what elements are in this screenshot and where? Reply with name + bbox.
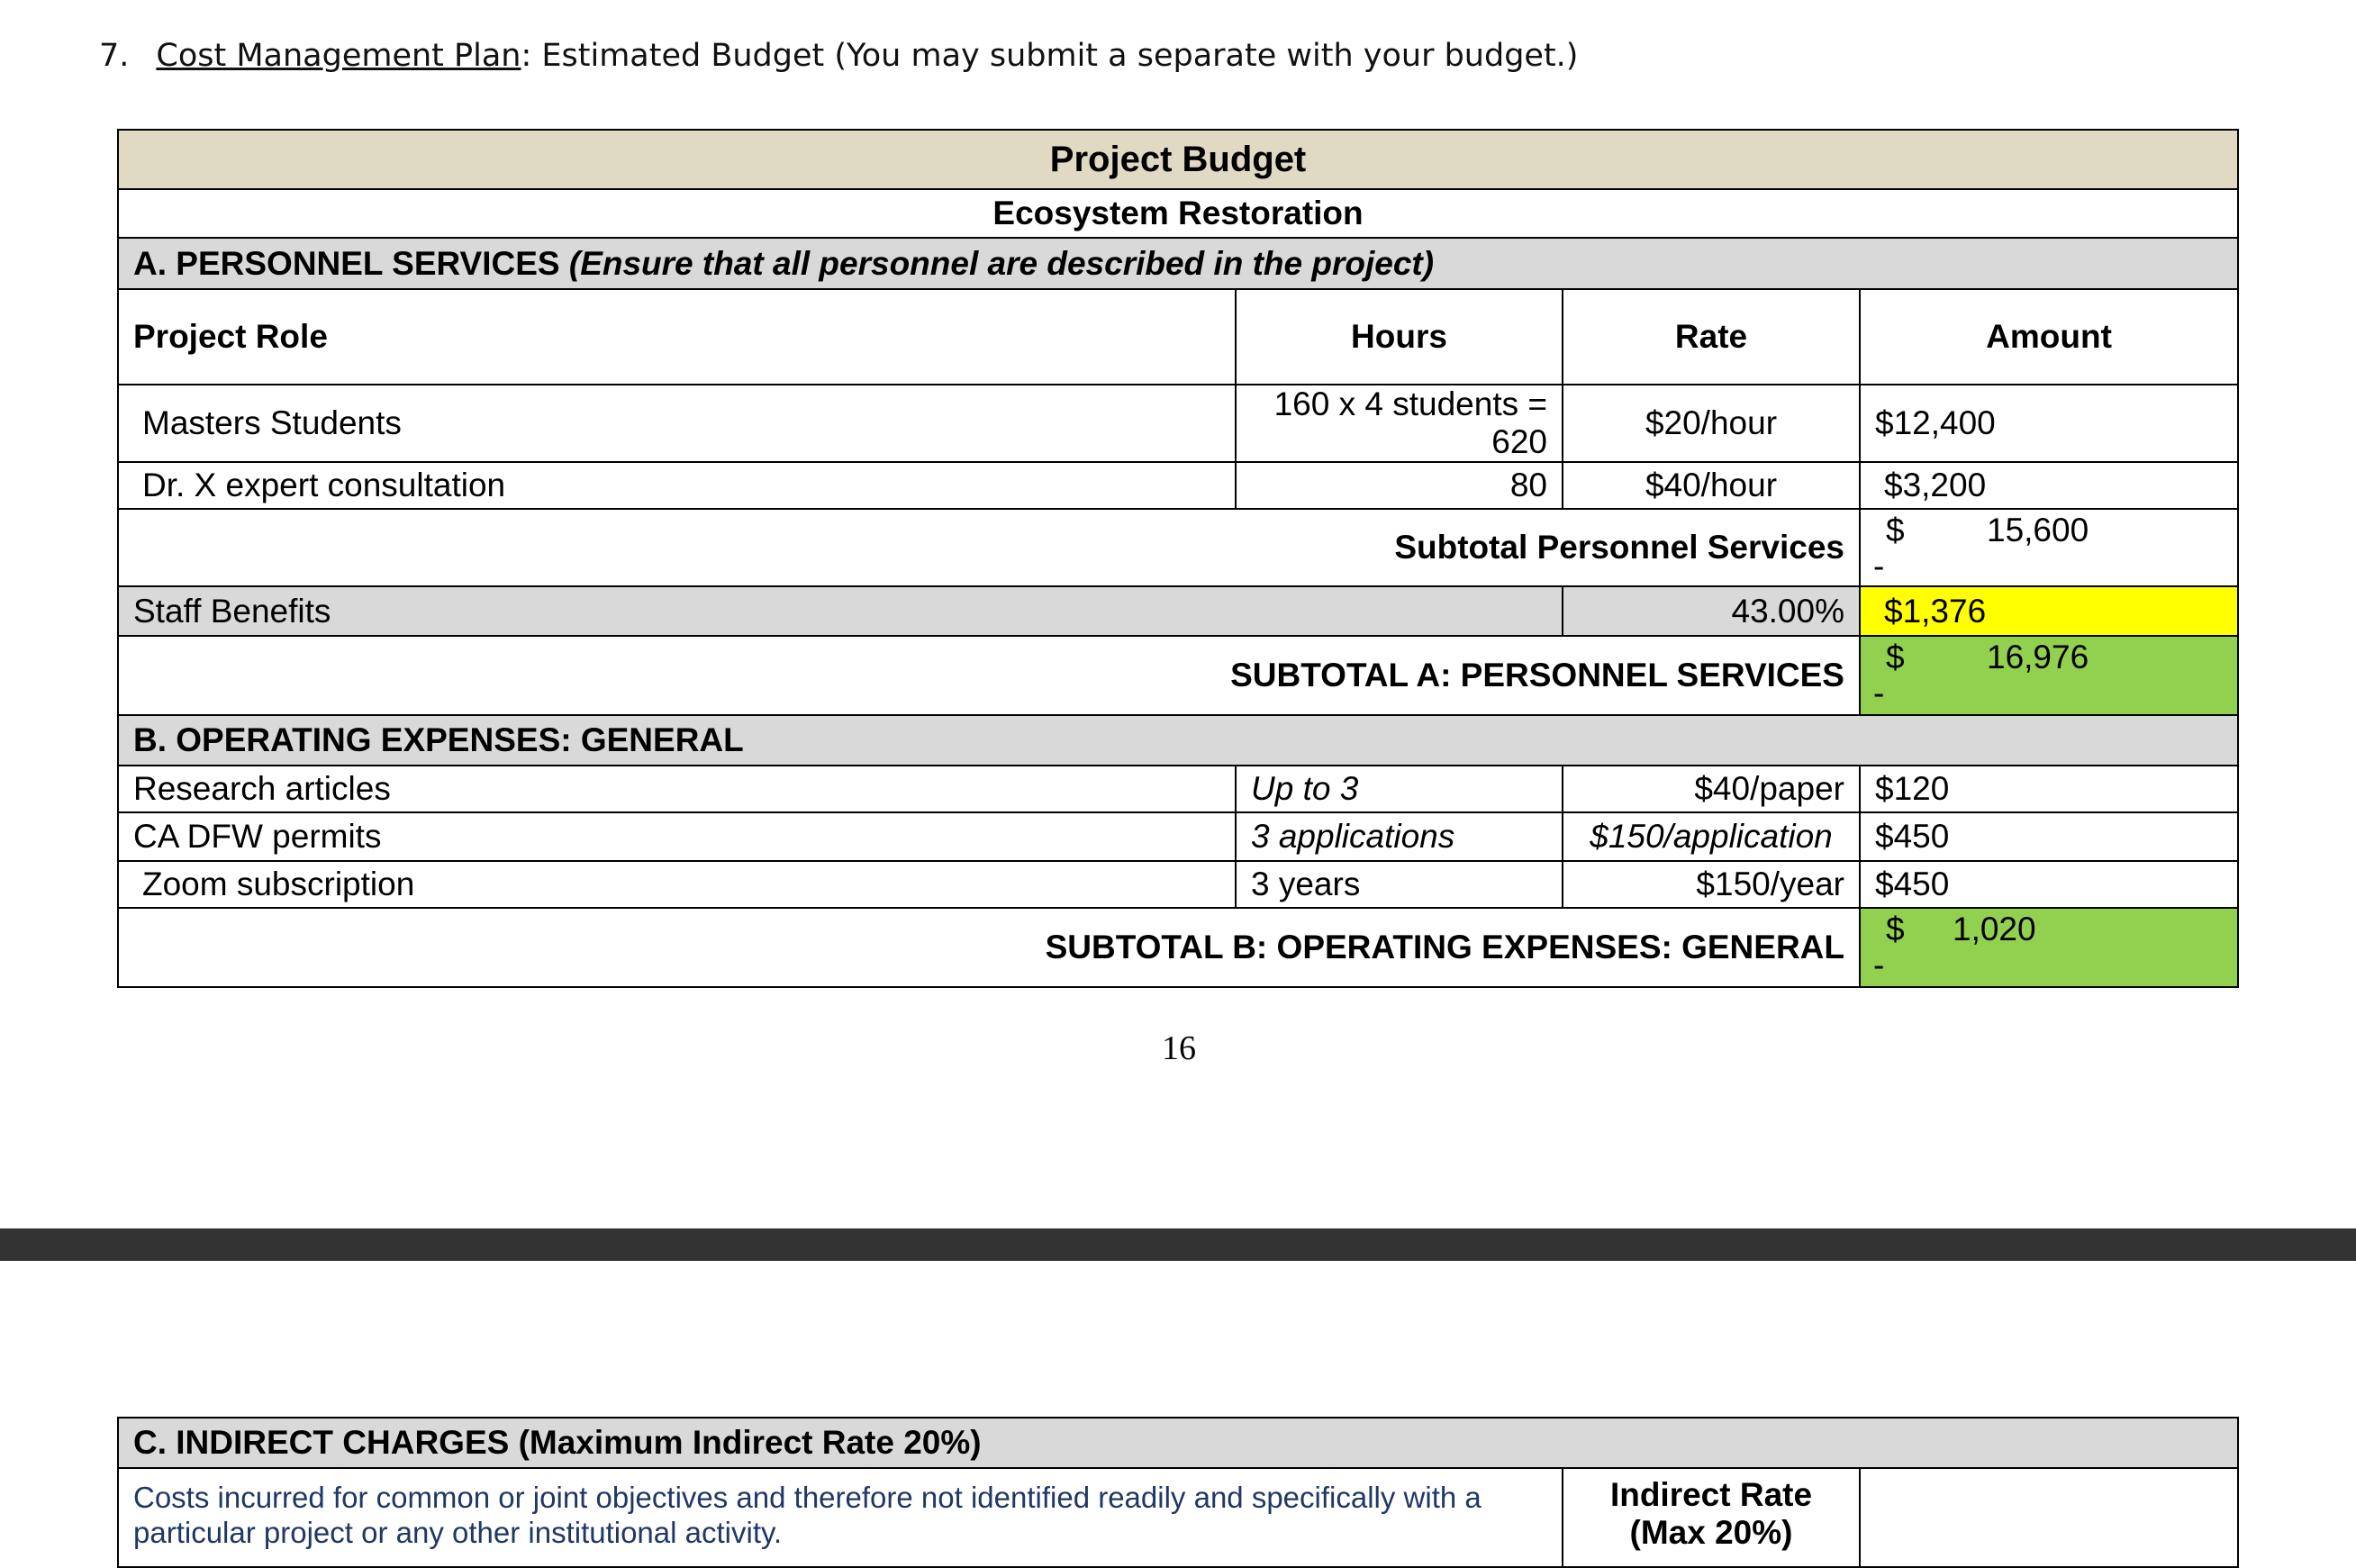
section-a-note: (Ensure that all personnel are described in the project) xyxy=(568,244,1435,282)
subtotal-b-label: SUBTOTAL B: OPERATING EXPENSES: GENERAL xyxy=(118,908,1860,987)
heading-link-text: Cost Management Plan xyxy=(156,38,521,74)
qty-cell: Up to 3 xyxy=(1236,766,1563,812)
staff-benefits-amount: $1,376 xyxy=(1860,586,2238,636)
subtotal-a-value: 16,976 xyxy=(1987,639,2089,675)
amount-cell: $450 xyxy=(1860,812,2238,861)
subtotal-b-amount xyxy=(1860,908,2238,987)
role-cell: Masters Students xyxy=(118,385,1236,462)
item-cell: Research articles xyxy=(118,766,1236,812)
indirect-charges-table xyxy=(117,1417,2239,1568)
heading-rest: : Estimated Budget (You may submit a separate with your budget.) xyxy=(521,38,1579,74)
staff-benefits-rate: 43.00% xyxy=(1563,586,1860,636)
section-b-header: B. OPERATING EXPENSES: GENERAL xyxy=(118,715,2238,766)
hours-line1: 160 x 4 students = xyxy=(1273,385,1547,422)
page-number: 16 xyxy=(1162,1029,1196,1067)
table-row xyxy=(118,766,2238,812)
dollar-sign: $ xyxy=(1886,911,1905,947)
indirect-amount-cell xyxy=(1860,1468,2238,1567)
dollar-sign: $ xyxy=(1886,639,1905,675)
section-a-label: A. PERSONNEL SERVICES xyxy=(133,244,569,282)
role-cell: Dr. X expert consultation xyxy=(118,462,1236,509)
qty-cell: 3 applications xyxy=(1236,812,1563,861)
qty-cell: 3 years xyxy=(1236,861,1563,908)
col-header-hours: Hours xyxy=(1236,289,1563,385)
hours-line2: 620 xyxy=(1491,423,1547,460)
staff-benefits-label: Staff Benefits xyxy=(118,586,1563,636)
section-c-header: C. INDIRECT CHARGES (Maximum Indirect Rate 20%) xyxy=(118,1418,2238,1468)
table-row xyxy=(118,385,2238,462)
hours-cell xyxy=(1236,385,1563,462)
rate-cell: $40/hour xyxy=(1563,462,1860,509)
heading-number: 7. xyxy=(99,38,130,74)
table-row xyxy=(118,861,2238,908)
project-budget-table xyxy=(117,129,2239,988)
rate-cell: $20/hour xyxy=(1563,385,1860,462)
indirect-description xyxy=(118,1468,1563,1567)
item-cell: Zoom subscription xyxy=(118,861,1236,908)
rate-cell: $150/application xyxy=(1563,812,1860,861)
indirect-description-line2: particular project or any other institutional activity. xyxy=(133,1516,783,1549)
subtotal-a-amount xyxy=(1860,636,2238,715)
col-header-role: Project Role xyxy=(118,289,1236,385)
col-header-amount: Amount xyxy=(1860,289,2238,385)
subtotal-personnel-value: 15,600 xyxy=(1987,512,2089,548)
section-heading xyxy=(99,38,1578,74)
indirect-rate-header-line2: (Max 20%) xyxy=(1629,1514,1793,1551)
section-a-header xyxy=(118,238,2238,289)
table-row xyxy=(118,462,2238,509)
subtotal-personnel-label: Subtotal Personnel Services xyxy=(118,509,1860,586)
amount-cell: $120 xyxy=(1860,766,2238,812)
dash-mark: - xyxy=(1873,548,1885,585)
col-header-rate: Rate xyxy=(1563,289,1860,385)
amount-cell: $450 xyxy=(1860,861,2238,908)
subtotal-personnel-amount xyxy=(1860,509,2238,586)
hours-cell: 80 xyxy=(1236,462,1563,509)
indirect-rate-header xyxy=(1563,1468,1860,1567)
rate-cell: $150/year xyxy=(1563,861,1860,908)
rate-cell: $40/paper xyxy=(1563,766,1860,812)
budget-title: Project Budget xyxy=(118,130,2238,189)
table-row xyxy=(118,812,2238,861)
item-cell: CA DFW permits xyxy=(118,812,1236,861)
amount-cell: $12,400 xyxy=(1860,385,2238,462)
subtotal-b-value: 1,020 xyxy=(1953,911,2036,947)
subtotal-a-label: SUBTOTAL A: PERSONNEL SERVICES xyxy=(118,636,1860,715)
indirect-description-line1: Costs incurred for common or joint objectives and therefore not identified readily and specifically with a xyxy=(133,1481,1482,1514)
dollar-sign: $ xyxy=(1886,512,1905,548)
amount-cell: $3,200 xyxy=(1860,462,2238,509)
budget-subtitle: Ecosystem Restoration xyxy=(118,189,2238,238)
page-separator xyxy=(0,1228,2356,1261)
dash-mark: - xyxy=(1873,947,1885,983)
indirect-rate-header-line1: Indirect Rate xyxy=(1609,1476,1813,1513)
dash-mark: - xyxy=(1873,675,1885,711)
